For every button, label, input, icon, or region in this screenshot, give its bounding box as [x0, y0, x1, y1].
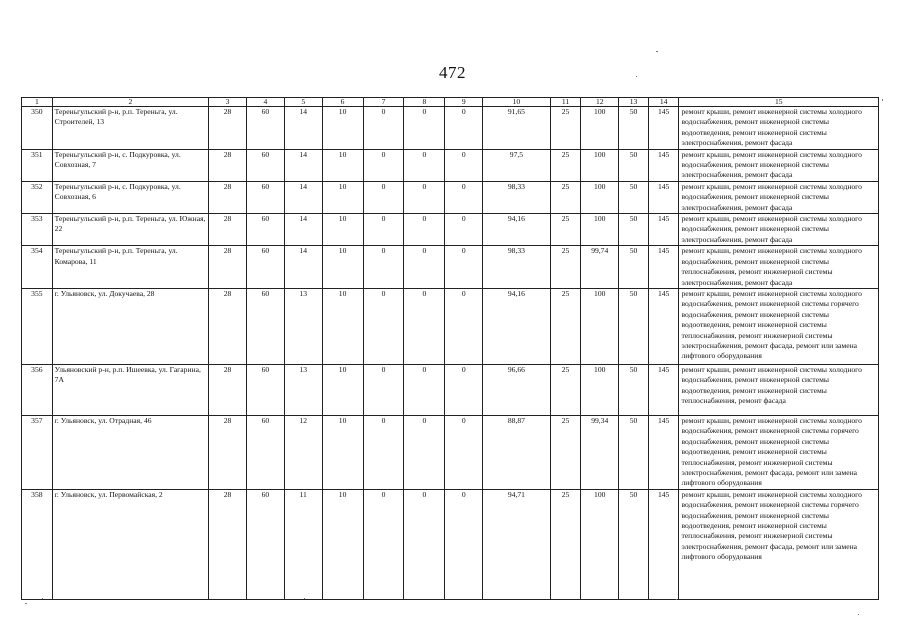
- column-header: 1: [22, 98, 53, 107]
- repair-works: ремонт крыши, ремонт инженерной системы холодного водоснабжения, ремонт инженерной системы теплоснабжения, ремонт инженерной системы электроснабжения, ремонт фасада: [679, 246, 879, 289]
- value-col-11: 25: [550, 107, 581, 150]
- column-header: 9: [445, 98, 483, 107]
- value-col-5: 14: [284, 181, 322, 213]
- value-col-10: 98,33: [483, 246, 550, 289]
- page-number: 472: [439, 63, 466, 82]
- value-col-5: 14: [284, 214, 322, 246]
- scan-speck: [25, 603, 27, 604]
- value-col-10: 97,5: [483, 149, 550, 181]
- value-col-6: 10: [322, 246, 363, 289]
- row-number: 357: [22, 415, 53, 489]
- repair-schedule-table: [21, 97, 879, 600]
- column-header: 7: [363, 98, 404, 107]
- address: Тереньгульский р-н, с. Подкуровка, ул. Совхозная, 6: [52, 181, 208, 213]
- value-col-11: 25: [550, 181, 581, 213]
- column-header: 5: [284, 98, 322, 107]
- value-col-3: 28: [209, 415, 247, 489]
- value-col-11: 25: [550, 364, 581, 415]
- value-col-7: 0: [363, 149, 404, 181]
- table-row: [22, 149, 879, 181]
- table-row: [22, 288, 879, 364]
- value-col-9: 0: [445, 364, 483, 415]
- value-col-9: 0: [445, 181, 483, 213]
- value-col-6: 10: [322, 107, 363, 150]
- scan-speck: [304, 598, 305, 599]
- value-col-14: 145: [648, 415, 679, 489]
- value-col-13: 50: [619, 181, 649, 213]
- scan-speck: [676, 599, 677, 600]
- value-col-12: 99,74: [581, 246, 619, 289]
- value-col-7: 0: [363, 214, 404, 246]
- value-col-12: 99,34: [581, 415, 619, 489]
- value-col-3: 28: [209, 288, 247, 364]
- row-number: 358: [22, 489, 53, 599]
- repair-works: ремонт крыши, ремонт инженерной системы холодного водоснабжения, ремонт инженерной системы электроснабжения, ремонт фасада: [679, 181, 879, 213]
- value-col-11: 25: [550, 214, 581, 246]
- value-col-13: 50: [619, 489, 649, 599]
- address: Тереньгульский р-н, с. Подкуровка, ул. Совхозная, 7: [52, 149, 208, 181]
- column-header: 12: [581, 98, 619, 107]
- value-col-10: 94,71: [483, 489, 550, 599]
- value-col-13: 50: [619, 214, 649, 246]
- value-col-9: 0: [445, 214, 483, 246]
- value-col-13: 50: [619, 415, 649, 489]
- address: Ульяновский р-н, р.п. Ишеевка, ул. Гагарина, 7А: [52, 364, 208, 415]
- column-header: 10: [483, 98, 550, 107]
- table-row: [22, 246, 879, 289]
- value-col-9: 0: [445, 149, 483, 181]
- scan-speck: [636, 76, 637, 77]
- value-col-12: 100: [581, 149, 619, 181]
- value-col-12: 100: [581, 107, 619, 150]
- value-col-10: 88,87: [483, 415, 550, 489]
- value-col-10: 96,66: [483, 364, 550, 415]
- value-col-13: 50: [619, 364, 649, 415]
- column-header: 6: [322, 98, 363, 107]
- value-col-11: 25: [550, 415, 581, 489]
- value-col-6: 10: [322, 489, 363, 599]
- value-col-4: 60: [246, 364, 284, 415]
- value-col-4: 60: [246, 288, 284, 364]
- column-header: 3: [209, 98, 247, 107]
- value-col-5: 13: [284, 364, 322, 415]
- column-header: 11: [550, 98, 581, 107]
- repair-works: ремонт крыши, ремонт инженерной системы холодного водоснабжения, ремонт инженерной системы электроснабжения, ремонт фасада: [679, 214, 879, 246]
- column-header: 4: [246, 98, 284, 107]
- value-col-6: 10: [322, 288, 363, 364]
- value-col-13: 50: [619, 149, 649, 181]
- repair-works: ремонт крыши, ремонт инженерной системы холодного водоснабжения, ремонт инженерной системы горячего водоснабжения, ремонт инженерной системы водоотведения, ремонт инженерной системы теплоснабжения, ремонт инженерной системы электроснабжения, ремонт фасада, ремонт или замена лифтового оборудования: [679, 415, 879, 489]
- value-col-10: 91,65: [483, 107, 550, 150]
- value-col-10: 94,16: [483, 214, 550, 246]
- value-col-4: 60: [246, 415, 284, 489]
- row-number: 352: [22, 181, 53, 213]
- value-col-14: 145: [648, 288, 679, 364]
- row-number: 353: [22, 214, 53, 246]
- value-col-4: 60: [246, 149, 284, 181]
- value-col-12: 100: [581, 181, 619, 213]
- value-col-3: 28: [209, 107, 247, 150]
- value-col-8: 0: [404, 288, 445, 364]
- value-col-6: 10: [322, 181, 363, 213]
- value-col-14: 145: [648, 149, 679, 181]
- value-col-14: 145: [648, 364, 679, 415]
- row-number: 354: [22, 246, 53, 289]
- value-col-9: 0: [445, 288, 483, 364]
- row-number: 355: [22, 288, 53, 364]
- row-number: 356: [22, 364, 53, 415]
- value-col-7: 0: [363, 288, 404, 364]
- table-row: [22, 415, 879, 489]
- value-col-3: 28: [209, 214, 247, 246]
- value-col-8: 0: [404, 214, 445, 246]
- value-col-10: 94,16: [483, 288, 550, 364]
- table-row: [22, 181, 879, 213]
- value-col-3: 28: [209, 489, 247, 599]
- scan-speck: [882, 99, 883, 101]
- value-col-11: 25: [550, 489, 581, 599]
- value-col-12: 100: [581, 364, 619, 415]
- value-col-9: 0: [445, 107, 483, 150]
- value-col-9: 0: [445, 246, 483, 289]
- scan-speck: [858, 614, 859, 615]
- value-col-12: 100: [581, 288, 619, 364]
- value-col-5: 13: [284, 288, 322, 364]
- repair-works: ремонт крыши, ремонт инженерной системы холодного водоснабжения, ремонт инженерной системы горячего водоснабжения, ремонт инженерной системы водоотведения, ремонт инженерной системы теплоснабжения, ремонт инженерной системы электроснабжения, ремонт фасада, ремонт или замена лифтового оборудования: [679, 288, 879, 364]
- address: г. Ульяновск, ул. Отрадная, 46: [52, 415, 208, 489]
- value-col-8: 0: [404, 246, 445, 289]
- value-col-12: 100: [581, 489, 619, 599]
- value-col-6: 10: [322, 149, 363, 181]
- value-col-13: 50: [619, 288, 649, 364]
- value-col-7: 0: [363, 489, 404, 599]
- column-number-row: [22, 98, 879, 107]
- value-col-14: 145: [648, 107, 679, 150]
- value-col-14: 145: [648, 214, 679, 246]
- value-col-5: 14: [284, 246, 322, 289]
- scan-speck: [42, 598, 43, 599]
- value-col-14: 145: [648, 181, 679, 213]
- column-header: 8: [404, 98, 445, 107]
- value-col-8: 0: [404, 489, 445, 599]
- value-col-13: 50: [619, 246, 649, 289]
- table-row: [22, 489, 879, 599]
- value-col-8: 0: [404, 107, 445, 150]
- value-col-7: 0: [363, 246, 404, 289]
- table-row: [22, 364, 879, 415]
- table-row: [22, 107, 879, 150]
- value-col-3: 28: [209, 181, 247, 213]
- value-col-5: 14: [284, 149, 322, 181]
- value-col-3: 28: [209, 149, 247, 181]
- value-col-12: 100: [581, 214, 619, 246]
- address: г. Ульяновск, ул. Первомайская, 2: [52, 489, 208, 599]
- address: Тереньгульский р-н, р.п. Тереньга, ул. Комарова, 11: [52, 246, 208, 289]
- value-col-6: 10: [322, 415, 363, 489]
- row-number: 351: [22, 149, 53, 181]
- row-number: 350: [22, 107, 53, 150]
- repair-works: ремонт крыши, ремонт инженерной системы холодного водоснабжения, ремонт инженерной системы водоотведения, ремонт инженерной системы теплоснабжения, ремонт фасада: [679, 364, 879, 415]
- value-col-11: 25: [550, 288, 581, 364]
- value-col-3: 28: [209, 364, 247, 415]
- value-col-10: 98,33: [483, 181, 550, 213]
- value-col-6: 10: [322, 214, 363, 246]
- value-col-11: 25: [550, 149, 581, 181]
- value-col-9: 0: [445, 489, 483, 599]
- value-col-5: 14: [284, 107, 322, 150]
- value-col-7: 0: [363, 181, 404, 213]
- value-col-8: 0: [404, 415, 445, 489]
- value-col-4: 60: [246, 489, 284, 599]
- value-col-6: 10: [322, 364, 363, 415]
- repair-works: ремонт крыши, ремонт инженерной системы холодного водоснабжения, ремонт инженерной системы водоотведения, ремонт инженерной системы электроснабжения, ремонт фасада: [679, 107, 879, 150]
- value-col-7: 0: [363, 107, 404, 150]
- value-col-5: 11: [284, 489, 322, 599]
- value-col-9: 0: [445, 415, 483, 489]
- value-col-3: 28: [209, 246, 247, 289]
- repair-works: ремонт крыши, ремонт инженерной системы холодного водоснабжения, ремонт инженерной системы электроснабжения, ремонт фасада: [679, 149, 879, 181]
- table-row: [22, 214, 879, 246]
- value-col-5: 12: [284, 415, 322, 489]
- address: Тереньгульский р-н, р.п. Тереньга, ул. Южная, 22: [52, 214, 208, 246]
- value-col-7: 0: [363, 415, 404, 489]
- address: г. Ульяновск, ул. Докучаева, 28: [52, 288, 208, 364]
- value-col-13: 50: [619, 107, 649, 150]
- value-col-4: 60: [246, 246, 284, 289]
- column-header: 15: [679, 98, 879, 107]
- value-col-4: 60: [246, 214, 284, 246]
- address: Тереньгульский р-н, р.п. Тереньга, ул. Строителей, 13: [52, 107, 208, 150]
- value-col-8: 0: [404, 149, 445, 181]
- column-header: 2: [52, 98, 208, 107]
- value-col-11: 25: [550, 246, 581, 289]
- column-header: 14: [648, 98, 679, 107]
- value-col-7: 0: [363, 364, 404, 415]
- value-col-8: 0: [404, 364, 445, 415]
- value-col-14: 145: [648, 246, 679, 289]
- value-col-4: 60: [246, 107, 284, 150]
- column-header: 13: [619, 98, 649, 107]
- value-col-14: 145: [648, 489, 679, 599]
- scan-speck: [656, 51, 658, 52]
- repair-works: ремонт крыши, ремонт инженерной системы холодного водоснабжения, ремонт инженерной системы горячего водоснабжения, ремонт инженерной системы водоотведения, ремонт инженерной системы теплоснабжения, ремонт инженерной системы электроснабжения, ремонт фасада, ремонт или замена лифтового оборудования: [679, 489, 879, 599]
- value-col-4: 60: [246, 181, 284, 213]
- value-col-8: 0: [404, 181, 445, 213]
